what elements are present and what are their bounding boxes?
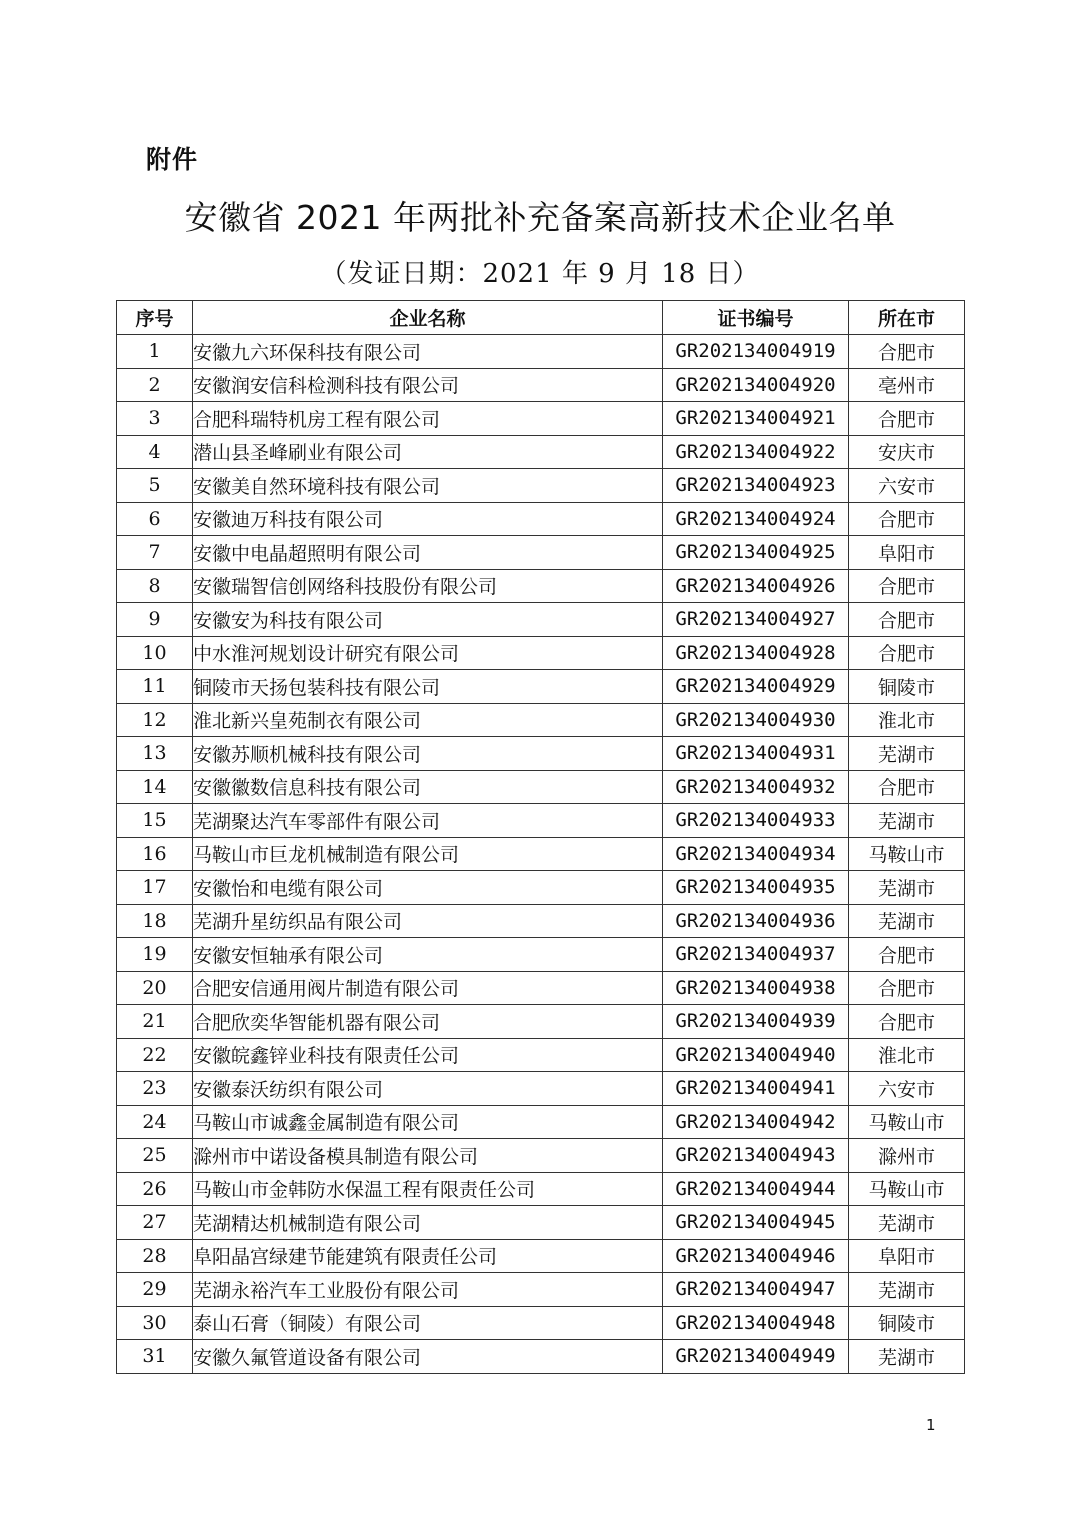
certificate-number-cell: GR202134004939 [663, 1005, 849, 1039]
table-row [117, 536, 965, 570]
table-row [117, 1172, 965, 1206]
column-header-number: 序号 [117, 301, 193, 335]
table-row [117, 1072, 965, 1106]
city-cell: 马鞍山市 [849, 837, 965, 871]
row-number-cell: 22 [117, 1038, 193, 1072]
certificate-number-cell: GR202134004938 [663, 971, 849, 1005]
certificate-number-cell: GR202134004941 [663, 1072, 849, 1106]
company-name-cell: 安徽安恒轴承有限公司 [193, 938, 663, 972]
city-cell: 阜阳市 [849, 1239, 965, 1273]
city-cell: 合肥市 [849, 335, 965, 369]
certificate-number-cell: GR202134004928 [663, 636, 849, 670]
certificate-number-cell: GR202134004920 [663, 368, 849, 402]
company-name-cell: 安徽中电晶超照明有限公司 [193, 536, 663, 570]
certificate-number-cell: GR202134004936 [663, 904, 849, 938]
company-name-cell: 安徽九六环保科技有限公司 [193, 335, 663, 369]
company-table [116, 300, 965, 1374]
company-name-cell: 安徽迪万科技有限公司 [193, 502, 663, 536]
city-cell: 阜阳市 [849, 536, 965, 570]
city-cell: 安庆市 [849, 435, 965, 469]
certificate-number-cell: GR202134004937 [663, 938, 849, 972]
table-row [117, 804, 965, 838]
column-header-city: 所在市 [849, 301, 965, 335]
table-row [117, 435, 965, 469]
column-header-company-name: 企业名称 [193, 301, 663, 335]
city-cell: 芜湖市 [849, 1340, 965, 1374]
certificate-number-cell: GR202134004926 [663, 569, 849, 603]
column-header-certificate-number: 证书编号 [663, 301, 849, 335]
certificate-number-cell: GR202134004948 [663, 1306, 849, 1340]
row-number-cell: 31 [117, 1340, 193, 1374]
city-cell: 芜湖市 [849, 804, 965, 838]
certificate-number-cell: GR202134004921 [663, 402, 849, 436]
city-cell: 六安市 [849, 469, 965, 503]
city-cell: 合肥市 [849, 1005, 965, 1039]
certificate-number-cell: GR202134004940 [663, 1038, 849, 1072]
company-name-cell: 安徽怡和电缆有限公司 [193, 871, 663, 905]
city-cell: 芜湖市 [849, 904, 965, 938]
row-number-cell: 8 [117, 569, 193, 603]
table-row [117, 368, 965, 402]
table-row [117, 938, 965, 972]
city-cell: 滁州市 [849, 1139, 965, 1173]
row-number-cell: 27 [117, 1206, 193, 1240]
page-number: 1 [926, 1416, 936, 1434]
row-number-cell: 16 [117, 837, 193, 871]
city-cell: 铜陵市 [849, 670, 965, 704]
table-row [117, 1306, 965, 1340]
row-number-cell: 5 [117, 469, 193, 503]
certificate-number-cell: GR202134004931 [663, 737, 849, 771]
company-name-cell: 合肥科瑞特机房工程有限公司 [193, 402, 663, 436]
company-name-cell: 马鞍山市巨龙机械制造有限公司 [193, 837, 663, 871]
row-number-cell: 25 [117, 1139, 193, 1173]
row-number-cell: 6 [117, 502, 193, 536]
city-cell: 合肥市 [849, 603, 965, 637]
certificate-number-cell: GR202134004944 [663, 1172, 849, 1206]
city-cell: 亳州市 [849, 368, 965, 402]
certificate-number-cell: GR202134004934 [663, 837, 849, 871]
table-row [117, 603, 965, 637]
row-number-cell: 2 [117, 368, 193, 402]
row-number-cell: 11 [117, 670, 193, 704]
table-row [117, 770, 965, 804]
table-header-row [117, 301, 965, 335]
row-number-cell: 28 [117, 1239, 193, 1273]
company-name-cell: 芜湖精达机械制造有限公司 [193, 1206, 663, 1240]
row-number-cell: 15 [117, 804, 193, 838]
city-cell: 合肥市 [849, 971, 965, 1005]
certificate-number-cell: GR202134004932 [663, 770, 849, 804]
company-name-cell: 芜湖升星纺织品有限公司 [193, 904, 663, 938]
city-cell: 合肥市 [849, 636, 965, 670]
row-number-cell: 19 [117, 938, 193, 972]
certificate-number-cell: GR202134004929 [663, 670, 849, 704]
certificate-number-cell: GR202134004947 [663, 1273, 849, 1307]
company-name-cell: 马鞍山市金韩防水保温工程有限责任公司 [193, 1172, 663, 1206]
row-number-cell: 20 [117, 971, 193, 1005]
certificate-number-cell: GR202134004942 [663, 1105, 849, 1139]
company-name-cell: 中水淮河规划设计研究有限公司 [193, 636, 663, 670]
row-number-cell: 4 [117, 435, 193, 469]
company-name-cell: 安徽久氟管道设备有限公司 [193, 1340, 663, 1374]
city-cell: 合肥市 [849, 770, 965, 804]
company-name-cell: 安徽苏顺机械科技有限公司 [193, 737, 663, 771]
row-number-cell: 26 [117, 1172, 193, 1206]
table-row [117, 1105, 965, 1139]
company-name-cell: 滁州市中诺设备模具制造有限公司 [193, 1139, 663, 1173]
certificate-number-cell: GR202134004945 [663, 1206, 849, 1240]
table-row [117, 1340, 965, 1374]
row-number-cell: 23 [117, 1072, 193, 1106]
row-number-cell: 29 [117, 1273, 193, 1307]
city-cell: 淮北市 [849, 703, 965, 737]
document-subtitle: （发证日期：2021 年 9 月 18 日） [320, 259, 760, 289]
company-name-cell: 芜湖永裕汽车工业股份有限公司 [193, 1273, 663, 1307]
city-cell: 马鞍山市 [849, 1172, 965, 1206]
company-name-cell: 安徽徽数信息科技有限公司 [193, 770, 663, 804]
city-cell: 六安市 [849, 1072, 965, 1106]
company-name-cell: 铜陵市天扬包装科技有限公司 [193, 670, 663, 704]
certificate-number-cell: GR202134004924 [663, 502, 849, 536]
company-name-cell: 阜阳晶宫绿建节能建筑有限责任公司 [193, 1239, 663, 1273]
attachment-label: 附件 [146, 145, 199, 174]
table-row [117, 703, 965, 737]
row-number-cell: 10 [117, 636, 193, 670]
certificate-number-cell: GR202134004919 [663, 335, 849, 369]
city-cell: 马鞍山市 [849, 1105, 965, 1139]
table-row [117, 402, 965, 436]
table-row [117, 1273, 965, 1307]
company-name-cell: 安徽安为科技有限公司 [193, 603, 663, 637]
row-number-cell: 30 [117, 1306, 193, 1340]
table-row [117, 971, 965, 1005]
table-row [117, 670, 965, 704]
company-name-cell: 安徽皖鑫锌业科技有限责任公司 [193, 1038, 663, 1072]
city-cell: 合肥市 [849, 569, 965, 603]
certificate-number-cell: GR202134004930 [663, 703, 849, 737]
row-number-cell: 18 [117, 904, 193, 938]
certificate-number-cell: GR202134004935 [663, 871, 849, 905]
row-number-cell: 9 [117, 603, 193, 637]
city-cell: 芜湖市 [849, 1206, 965, 1240]
city-cell: 铜陵市 [849, 1306, 965, 1340]
row-number-cell: 1 [117, 335, 193, 369]
table-row [117, 335, 965, 369]
city-cell: 淮北市 [849, 1038, 965, 1072]
table-row [117, 1239, 965, 1273]
document-title: 安徽省 2021 年两批补充备案高新技术企业名单 [184, 198, 896, 237]
city-cell: 合肥市 [849, 502, 965, 536]
company-name-cell: 潜山县圣峰刷业有限公司 [193, 435, 663, 469]
city-cell: 合肥市 [849, 938, 965, 972]
row-number-cell: 12 [117, 703, 193, 737]
table-row [117, 636, 965, 670]
row-number-cell: 3 [117, 402, 193, 436]
row-number-cell: 17 [117, 871, 193, 905]
table-row [117, 1038, 965, 1072]
city-cell: 芜湖市 [849, 871, 965, 905]
table-row [117, 737, 965, 771]
city-cell: 合肥市 [849, 402, 965, 436]
company-name-cell: 泰山石膏（铜陵）有限公司 [193, 1306, 663, 1340]
row-number-cell: 21 [117, 1005, 193, 1039]
company-name-cell: 合肥安信通用阀片制造有限公司 [193, 971, 663, 1005]
company-name-cell: 安徽润安信科检测科技有限公司 [193, 368, 663, 402]
company-name-cell: 安徽瑞智信创网络科技股份有限公司 [193, 569, 663, 603]
city-cell: 芜湖市 [849, 1273, 965, 1307]
row-number-cell: 24 [117, 1105, 193, 1139]
certificate-number-cell: GR202134004949 [663, 1340, 849, 1374]
table-row [117, 469, 965, 503]
table-row [117, 837, 965, 871]
table-row [117, 871, 965, 905]
certificate-number-cell: GR202134004927 [663, 603, 849, 637]
certificate-number-cell: GR202134004933 [663, 804, 849, 838]
table-row [117, 1206, 965, 1240]
company-name-cell: 合肥欣奕华智能机器有限公司 [193, 1005, 663, 1039]
table-row [117, 904, 965, 938]
table-row [117, 502, 965, 536]
row-number-cell: 7 [117, 536, 193, 570]
certificate-number-cell: GR202134004943 [663, 1139, 849, 1173]
company-name-cell: 芜湖聚达汽车零部件有限公司 [193, 804, 663, 838]
table-row [117, 1139, 965, 1173]
certificate-number-cell: GR202134004946 [663, 1239, 849, 1273]
row-number-cell: 14 [117, 770, 193, 804]
company-name-cell: 马鞍山市诚鑫金属制造有限公司 [193, 1105, 663, 1139]
table-row [117, 1005, 965, 1039]
certificate-number-cell: GR202134004925 [663, 536, 849, 570]
certificate-number-cell: GR202134004922 [663, 435, 849, 469]
row-number-cell: 13 [117, 737, 193, 771]
company-name-cell: 安徽美自然环境科技有限公司 [193, 469, 663, 503]
company-name-cell: 安徽泰沃纺织有限公司 [193, 1072, 663, 1106]
company-name-cell: 淮北新兴皇苑制衣有限公司 [193, 703, 663, 737]
certificate-number-cell: GR202134004923 [663, 469, 849, 503]
city-cell: 芜湖市 [849, 737, 965, 771]
table-row [117, 569, 965, 603]
table-body [117, 335, 965, 1374]
